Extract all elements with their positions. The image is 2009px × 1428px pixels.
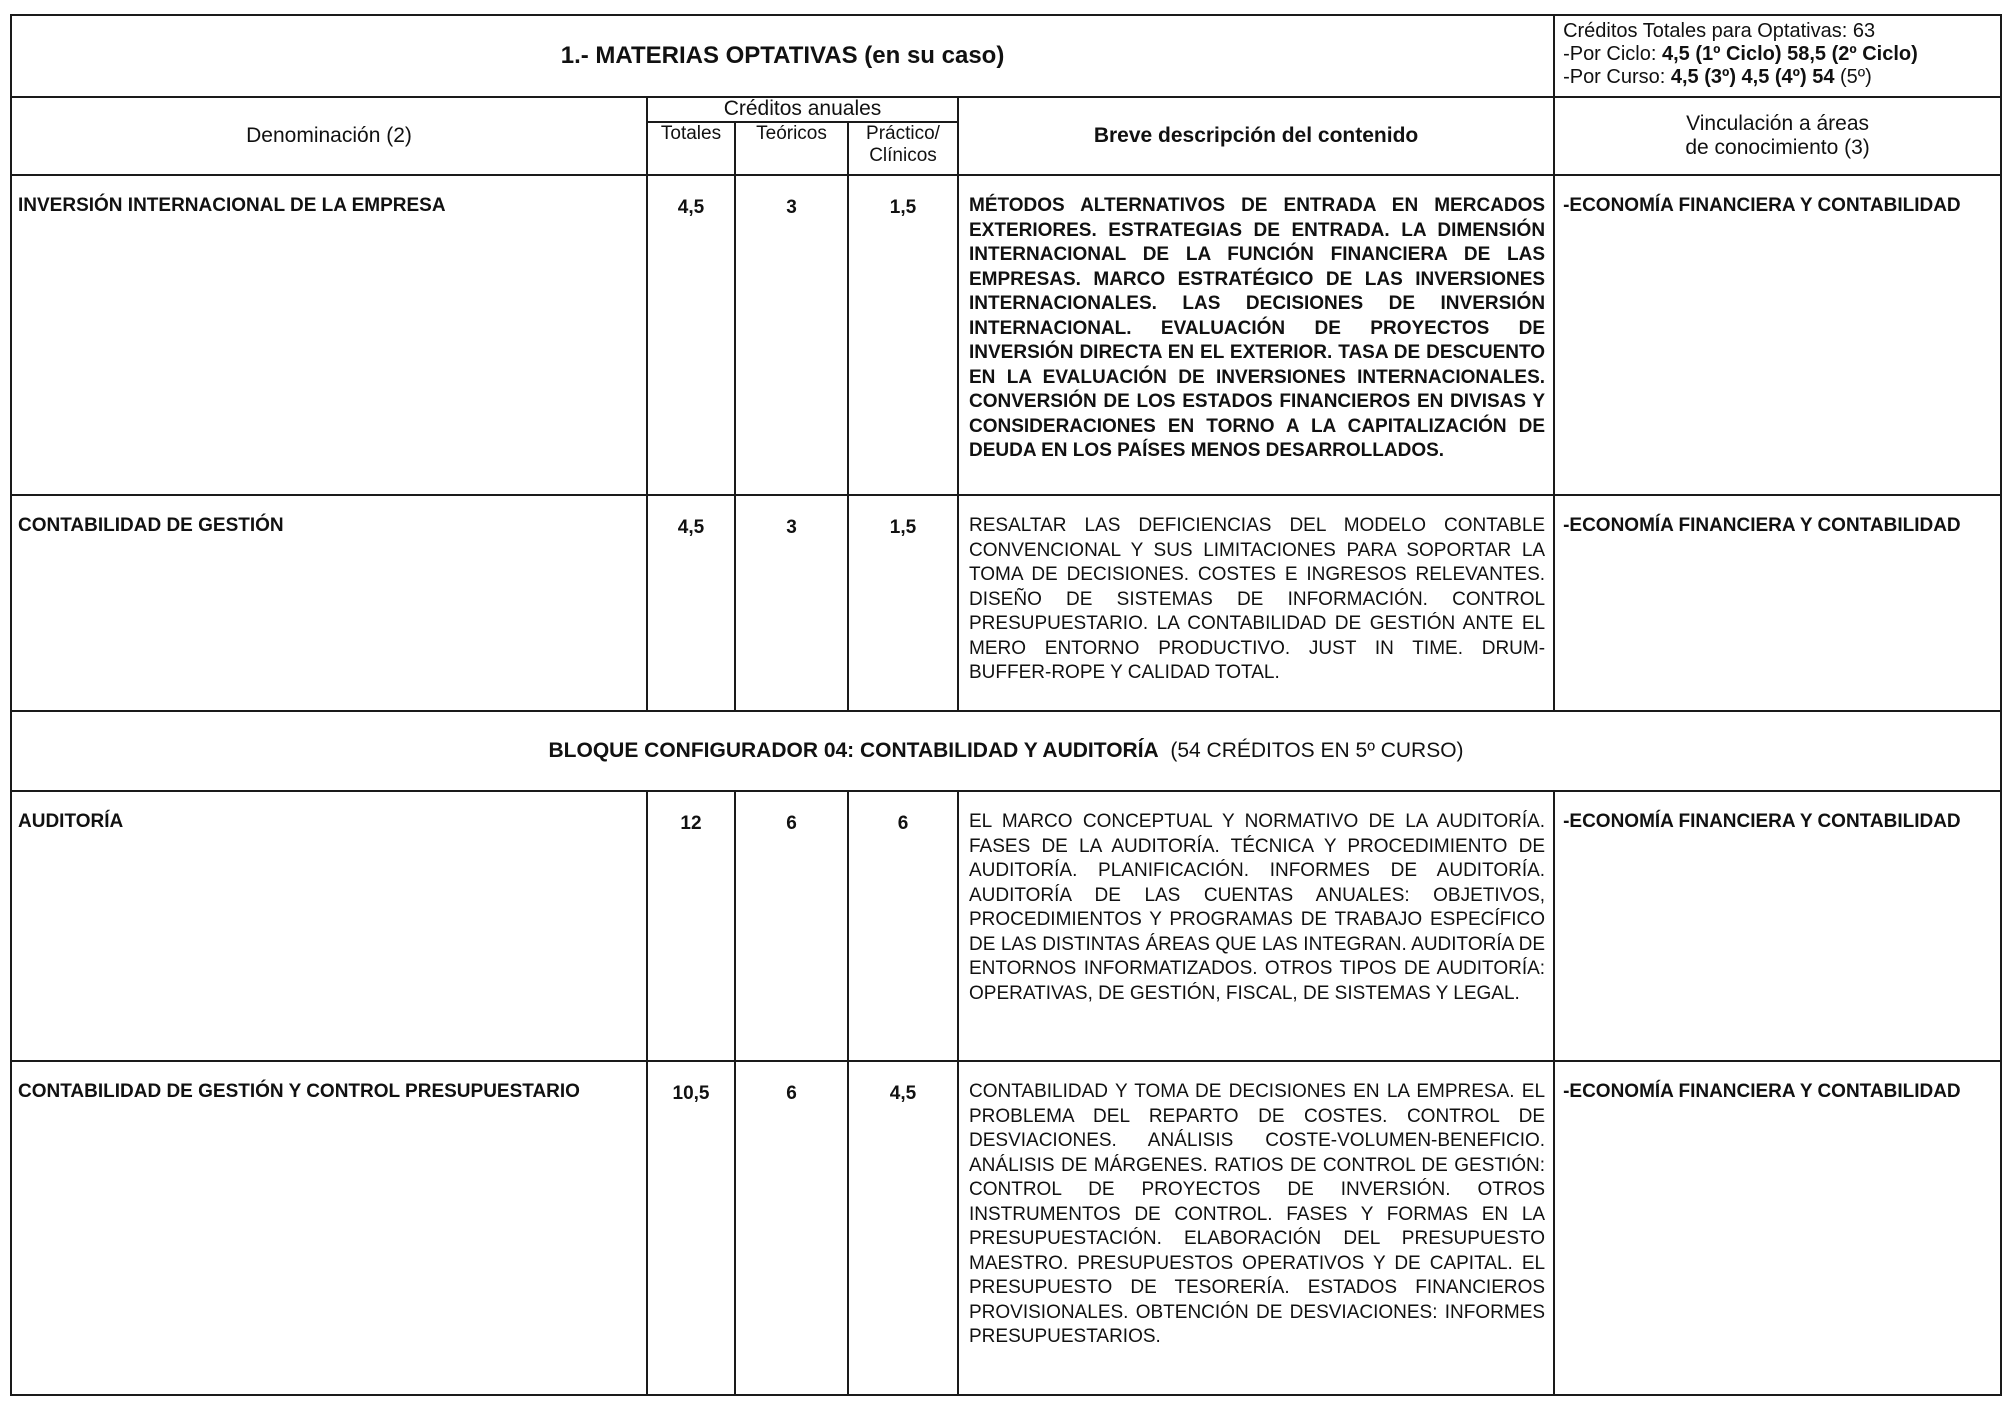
subject-name: CONTABILIDAD DE GESTIÓN (11, 495, 647, 711)
block-header-row (11, 711, 2001, 791)
knowledge-area: -ECONOMÍA FINANCIERA Y CONTABILIDAD (1554, 1061, 2001, 1395)
knowledge-area: -ECONOMÍA FINANCIERA Y CONTABILIDAD (1554, 175, 2001, 495)
block-title (11, 711, 2001, 791)
subject-description: CONTABILIDAD Y TOMA DE DECISIONES EN LA EMPRESA. EL PROBLEMA DEL REPARTO DE COSTES. CONTROL DE DESVIACIONES. ANÁLISIS COSTE-VOLUMEN-BENEFICIO. ANÁLISIS DE MÁRGENES. RATIOS DE CONTROL DE GESTIÓN: CONTROL DE PROYECTOS DE INVERSIÓN. OTROS INSTRUMENTOS DE CONTROL. FASES Y FORMAS EN LA PRESUPUESTACIÓN. ELABORACIÓN DEL PRESUPUESTO MAESTRO. PRESUPUESTOS OPERATIVOS Y DE CAPITAL. EL PRESUPUESTO DE TESORERÍA. ESTADOS FINANCIEROS PROVISIONALES. OBTENCIÓN DE DESVIACIONES: INFORMES PRESUPUESTARIOS. (958, 1061, 1554, 1395)
column-header-descripcion: Breve descripción del contenido (958, 97, 1554, 175)
subject-name: INVERSIÓN INTERNACIONAL DE LA EMPRESA (11, 175, 647, 495)
credits-practicos: 6 (848, 791, 958, 1061)
title-row (11, 15, 2001, 97)
subject-name: AUDITORÍA (11, 791, 647, 1061)
column-header-totales: Totales (647, 122, 735, 175)
credits-practicos: 4,5 (848, 1061, 958, 1395)
column-header-creditos-anuales: Créditos anuales (647, 97, 958, 122)
column-header-teoricos: Teóricos (735, 122, 848, 175)
credits-course: -Por Curso: 4,5 (3º) 4,5 (4º) 54 (5º) (1563, 66, 1872, 88)
optativas-table (10, 14, 2002, 1396)
knowledge-area: -ECONOMÍA FINANCIERA Y CONTABILIDAD (1554, 495, 2001, 711)
subject-description: EL MARCO CONCEPTUAL Y NORMATIVO DE LA AUDITORÍA. FASES DE LA AUDITORÍA. TÉCNICA Y PROCEDIMIENTO DE AUDITORÍA. PLANIFICACIÓN. INFORMES DE AUDITORÍA. AUDITORÍA DE LAS CUENTAS ANUALES: OBJETIVOS, PROCEDIMIENTOS Y PROGRAMAS DE TRABAJO ESPECÍFICO DE LAS DISTINTAS ÁREAS QUE LAS INTEGRAN. AUDITORÍA DE ENTORNOS INFORMATIZADOS. OTROS TIPOS DE AUDITORÍA: OPERATIVAS, DE GESTIÓN, FISCAL, DE SISTEMAS Y LEGAL. (958, 791, 1554, 1061)
credits-summary (1554, 15, 2001, 97)
subject-description: RESALTAR LAS DEFICIENCIAS DEL MODELO CONTABLE CONVENCIONAL Y SUS LIMITACIONES PARA SOPORTAR LA TOMA DE DECISIONES. COSTES E INGRESOS RELEVANTES. DISEÑO DE SISTEMAS DE INFORMACIÓN. CONTROL PRESUPUESTARIO. LA CONTABILIDAD DE GESTIÓN ANTE EL MERO ENTORNO PRODUCTIVO. JUST IN TIME. DRUM-BUFFER-ROPE Y CALIDAD TOTAL. (958, 495, 1554, 711)
credits-practicos: 1,5 (848, 495, 958, 711)
credits-teoricos: 6 (735, 791, 848, 1061)
page-title (11, 15, 1554, 97)
block-title-main: BLOQUE CONFIGURADOR 04: CONTABILIDAD Y AUDITORÍA (548, 739, 1159, 762)
subject-name: CONTABILIDAD DE GESTIÓN Y CONTROL PRESUPUESTARIO (11, 1061, 647, 1395)
credits-total: Créditos Totales para Optativas: 63 (1563, 20, 1876, 42)
credits-teoricos: 3 (735, 495, 848, 711)
header-row-1 (11, 97, 2001, 122)
table-row (11, 175, 2001, 495)
credits-totales: 4,5 (647, 175, 735, 495)
credits-practicos: 1,5 (848, 175, 958, 495)
document-sheet (10, 14, 2000, 1414)
page-title-text: 1.- MATERIAS OPTATIVAS (en su caso) (560, 42, 1005, 69)
column-header-practicos: Práctico/ Clínicos (848, 122, 958, 175)
subject-description: MÉTODOS ALTERNATIVOS DE ENTRADA EN MERCADOS EXTERIORES. ESTRATEGIAS DE ENTRADA. LA DIMENSIÓN INTERNACIONAL DE LA FUNCIÓN FINANCIERA DE LAS EMPRESAS. MARCO ESTRATÉGICO DE LAS INVERSIONES INTERNACIONALES. LAS DECISIONES DE INVERSIÓN INTERNACIONAL. EVALUACIÓN DE PROYECTOS DE INVERSIÓN DIRECTA EN EL EXTERIOR. TASA DE DESCUENTO EN LA EVALUACIÓN DE INVERSIONES INTERNACIONALES. CONVERSIÓN DE LOS ESTADOS FINANCIEROS EN DIVISAS Y CONSIDERACIONES EN TORNO A LA CAPITALIZACIÓN DE DEUDA EN LOS PAÍSES MENOS DESARROLLADOS. (958, 175, 1554, 495)
credits-teoricos: 3 (735, 175, 848, 495)
table-row (11, 791, 2001, 1061)
column-header-vinculacion: Vinculación a áreas de conocimiento (3) (1554, 97, 2001, 175)
credits-totales: 4,5 (647, 495, 735, 711)
table-row (11, 1061, 2001, 1395)
table-row (11, 495, 2001, 711)
knowledge-area: -ECONOMÍA FINANCIERA Y CONTABILIDAD (1554, 791, 2001, 1061)
credits-totales: 10,5 (647, 1061, 735, 1395)
column-header-denominacion: Denominación (2) (11, 97, 647, 175)
credits-totales: 12 (647, 791, 735, 1061)
credits-cycle: -Por Ciclo: 4,5 (1º Ciclo) 58,5 (2º Ciclo) (1563, 43, 1918, 65)
credits-teoricos: 6 (735, 1061, 848, 1395)
block-title-credits: (54 CRÉDITOS EN 5º CURSO) (1158, 739, 1464, 762)
